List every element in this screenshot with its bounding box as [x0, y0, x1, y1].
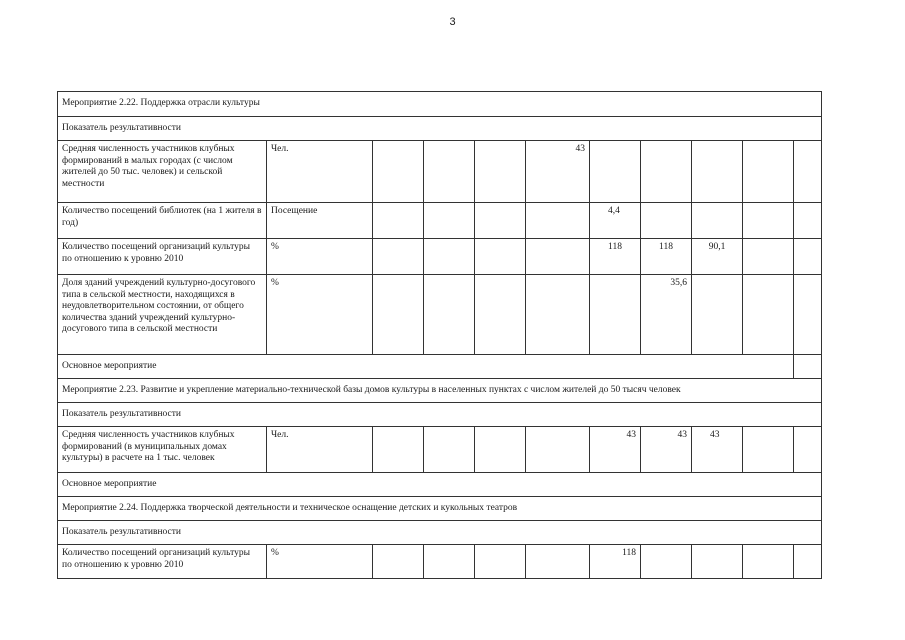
row-unit: %: [267, 545, 373, 579]
event-row: [58, 92, 822, 117]
main-event-label: Основное мероприятие: [58, 473, 822, 497]
cell-value: 35,6: [641, 275, 692, 355]
event-row: [58, 379, 822, 403]
cell-value: 118: [590, 239, 641, 275]
row-label: Количество посещений организаций культуры по отношению к уровню 2010: [58, 239, 267, 275]
indicator-header-row: [58, 521, 822, 545]
row-unit: Чел.: [267, 141, 373, 203]
row-label: Средняя численность участников клубных формирований в малых городах (с числом жителей до 50 тыс. человек) и сельской местности: [58, 141, 267, 203]
indicator-header-row: [58, 117, 822, 141]
row-unit: Посещение: [267, 203, 373, 239]
main-event-row: [58, 355, 822, 379]
event-title: Мероприятие 2.22. Поддержка отрасли культуры: [58, 92, 822, 117]
row-label: Количество посещений библиотек (на 1 жителя в год): [58, 203, 267, 239]
cell-value: 43: [526, 141, 590, 203]
table-row: [58, 275, 822, 355]
indicator-header: Показатель результативности: [58, 521, 822, 545]
cell-value: 118: [641, 239, 692, 275]
indicator-header-row: [58, 403, 822, 427]
row-unit: %: [267, 239, 373, 275]
table-row: [58, 239, 822, 275]
row-label: Доля зданий учреждений культурно-досугового типа в сельской местности, находящихся в неудовлетворительном состоянии, от общего количества зданий учреждений культурно-досугового типа в сельской местности: [58, 275, 267, 355]
table-row: [58, 545, 822, 579]
indicator-header: Показатель результативности: [58, 403, 822, 427]
indicators-table: [57, 91, 822, 579]
row-unit: %: [267, 275, 373, 355]
table-row: [58, 427, 822, 473]
main-event-label: Основное мероприятие: [58, 355, 794, 379]
table-row: [58, 141, 822, 203]
cell-value: 90,1: [692, 239, 743, 275]
row-unit: Чел.: [267, 427, 373, 473]
cell-value: 4,4: [590, 203, 641, 239]
event-title: Мероприятие 2.24. Поддержка творческой деятельности и техническое оснащение детских и кукольных театров: [58, 497, 822, 521]
event-row: [58, 497, 822, 521]
cell-value: 43: [590, 427, 641, 473]
row-label: Средняя численность участников клубных формирований (в муниципальных домах культуры) в расчете на 1 тыс. человек: [58, 427, 267, 473]
cell-value: 43: [692, 427, 743, 473]
main-event-row: [58, 473, 822, 497]
cell-value: 43: [641, 427, 692, 473]
table-row: [58, 203, 822, 239]
indicator-header: Показатель результативности: [58, 117, 822, 141]
page-number: 3: [449, 16, 456, 28]
cell-value: 118: [590, 545, 641, 579]
event-title: Мероприятие 2.23. Развитие и укрепление материально-технической базы домов культуры в населенных пунктах с числом жителей до 50 тысяч человек: [58, 379, 822, 403]
row-label: Количество посещений организаций культуры по отношению к уровню 2010: [58, 545, 267, 579]
